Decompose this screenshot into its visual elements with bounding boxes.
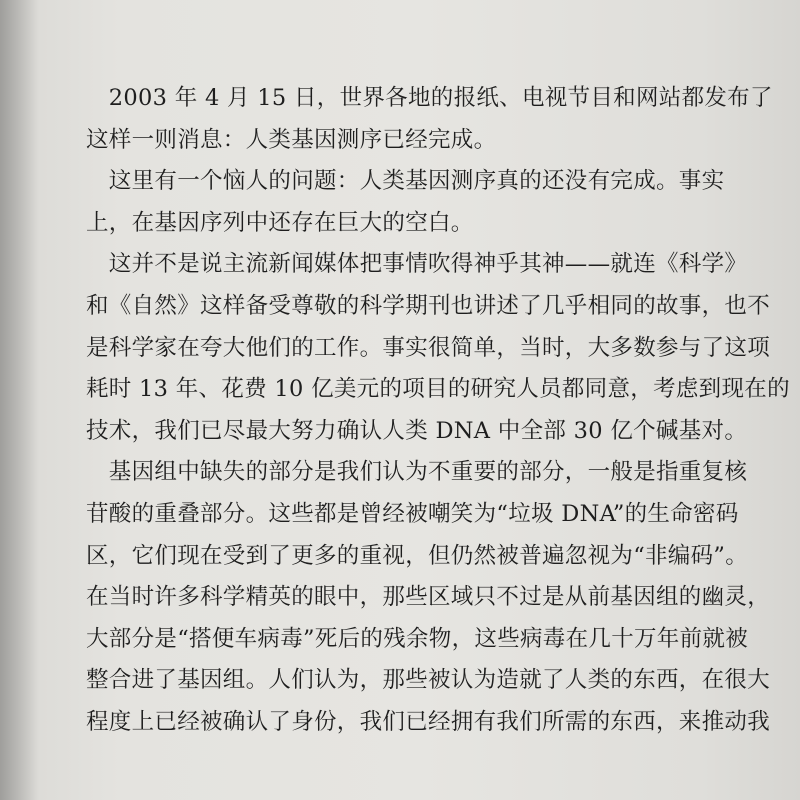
text-line: 这样一则消息：人类基因测序已经完成。 xyxy=(86,126,497,153)
text-line: 这里有一个恼人的问题：人类基因测序真的还没有完成。事实 xyxy=(86,168,725,195)
text-line: 这并不是说主流新闻媒体把事情吹得神乎其神——就连《科学》 xyxy=(86,251,748,278)
text-line: 程度上已经被确认了身份，我们已经拥有我们所需的东西，来推动我 xyxy=(86,708,771,735)
page-gutter-shadow xyxy=(0,0,38,800)
body-text xyxy=(86,78,790,744)
text-line: 是科学家在夸大他们的工作。事实很简单，当时，大多数参与了这项 xyxy=(86,334,771,361)
text-line: 大部分是“搭便车病毒”死后的残余物，这些病毒在几十万年前就被 xyxy=(86,625,749,652)
text-line: 和《自然》这样备受尊敬的科学期刊也讲述了几乎相同的故事，也不 xyxy=(86,292,771,319)
text-line: 区，它们现在受到了更多的重视，但仍然被普遍忽视为“非编码”。 xyxy=(86,542,749,569)
text-line: 基因组中缺失的部分是我们认为不重要的部分，一般是指重复核 xyxy=(86,459,748,486)
text-line: 技术，我们已尽最大努力确认人类 DNA 中全部 30 亿个碱基对。 xyxy=(86,417,748,444)
text-line: 整合进了基因组。人们认为，那些被认为造就了人类的东西，在很大 xyxy=(86,667,771,694)
text-line: 在当时许多科学精英的眼中，那些区域只不过是从前基因组的幽灵， xyxy=(86,584,771,611)
text-line: 2003 年 4 月 15 日，世界各地的报纸、电视节目和网站都发布了 xyxy=(86,85,773,111)
text-line: 上，在基因序列中还存在巨大的空白。 xyxy=(86,209,474,236)
text-line: 耗时 13 年、花费 10 亿美元的项目的研究人员都同意，考虑到现在的 xyxy=(86,376,790,403)
text-line: 苷酸的重叠部分。这些都是曾经被嘲笑为“垃圾 DNA”的生命密码 xyxy=(86,500,739,527)
